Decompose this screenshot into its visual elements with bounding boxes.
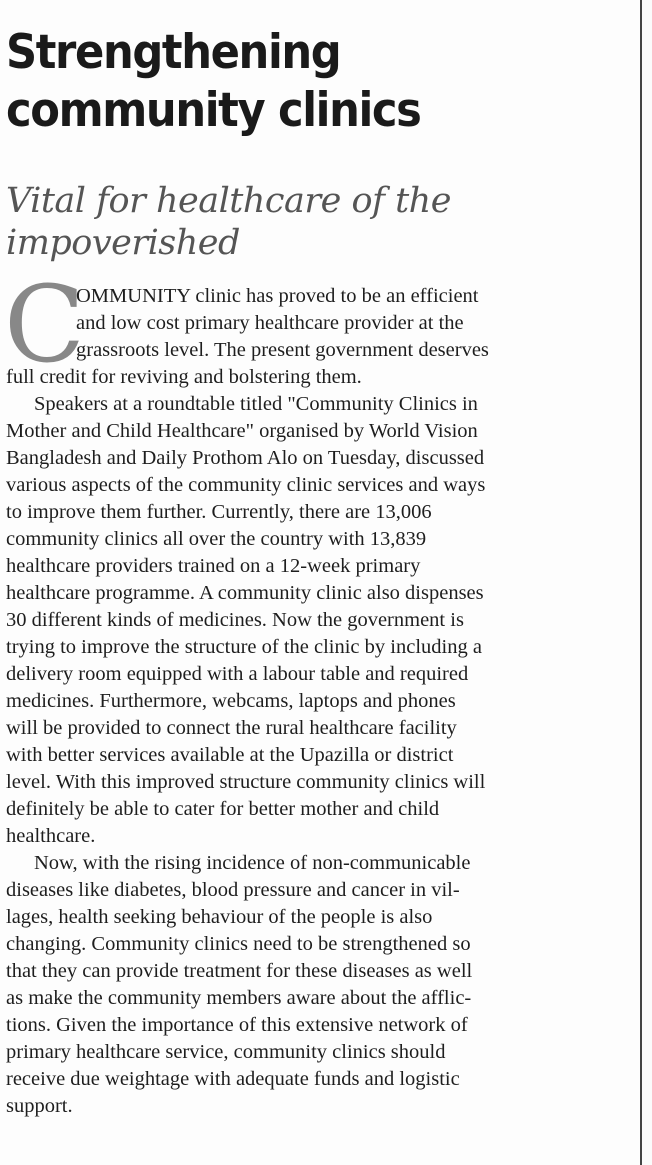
headline-line: Strengthening	[6, 25, 341, 80]
text-line: definitely be able to cater for better mother and child	[6, 798, 440, 820]
paragraph-2	[6, 391, 602, 850]
text-line: full credit for reviving and bolstering them.	[6, 366, 362, 388]
text-line: medicines. Furthermore, webcams, laptops and phones	[6, 690, 456, 712]
text-line: level. With this improved structure community clinics will	[6, 771, 486, 793]
text-line: delivery room equipped with a labour table and required	[6, 663, 469, 685]
text-line: that they can provide treatment for these diseases as well	[6, 960, 473, 982]
text-line: healthcare programme. A community clinic also dispenses	[6, 582, 484, 604]
text-line: as make the community members aware about the afflic-	[6, 987, 472, 1009]
text-line: community clinics all over the country with 13,839	[6, 528, 427, 550]
text-line: primary healthcare service, community clinics should	[6, 1041, 446, 1063]
text-line: various aspects of the community clinic services and ways	[6, 474, 486, 496]
text-line: with better services available at the Upazilla or district	[6, 744, 454, 766]
text-line: tions. Given the importance of this extensive network of	[6, 1014, 468, 1036]
text-line: will be provided to connect the rural healthcare facility	[6, 717, 457, 739]
drop-cap: C	[4, 263, 86, 386]
subheadline-line: Vital for healthcare of the	[6, 181, 451, 221]
paragraph-1	[4, 263, 602, 391]
text-line: 30 different kinds of medicines. Now the government is	[6, 609, 464, 631]
text-line: support.	[6, 1095, 73, 1117]
text-line: healthcare.	[6, 825, 96, 847]
text-line: healthcare providers trained on a 12-week primary	[6, 555, 421, 577]
text-line: Bangladesh and Daily Prothom Alo on Tuesday, discussed	[6, 447, 485, 469]
subheadline-line: impoverished	[6, 223, 240, 263]
text-line: diseases like diabetes, blood pressure and cancer in vil-	[6, 879, 460, 901]
text-line: to improve them further. Currently, there are 13,006	[6, 501, 432, 523]
subheadline	[6, 180, 616, 264]
paragraph-3	[6, 850, 602, 1120]
text-line: Now, with the rising incidence of non-communicable	[34, 852, 471, 874]
headline	[6, 24, 576, 140]
text-line: Mother and Child Healthcare" organised by World Vision	[6, 420, 478, 442]
text-line: receive due weightage with adequate funds and logistic	[6, 1068, 460, 1090]
article-body	[4, 263, 602, 1120]
text-line: Speakers at a roundtable titled "Community Clinics in	[34, 393, 478, 415]
text-line: OMMUNITY clinic has proved to be an efficient	[76, 285, 479, 307]
text-line: trying to improve the structure of the clinic by including a	[6, 636, 482, 658]
text-line: grassroots level. The present government deserves	[76, 339, 489, 361]
text-line: lages, health seeking behaviour of the people is also	[6, 906, 433, 928]
text-line: and low cost primary healthcare provider at the	[76, 312, 464, 334]
headline-line: community clinics	[6, 83, 421, 138]
text-line: changing. Community clinics need to be strengthened so	[6, 933, 471, 955]
